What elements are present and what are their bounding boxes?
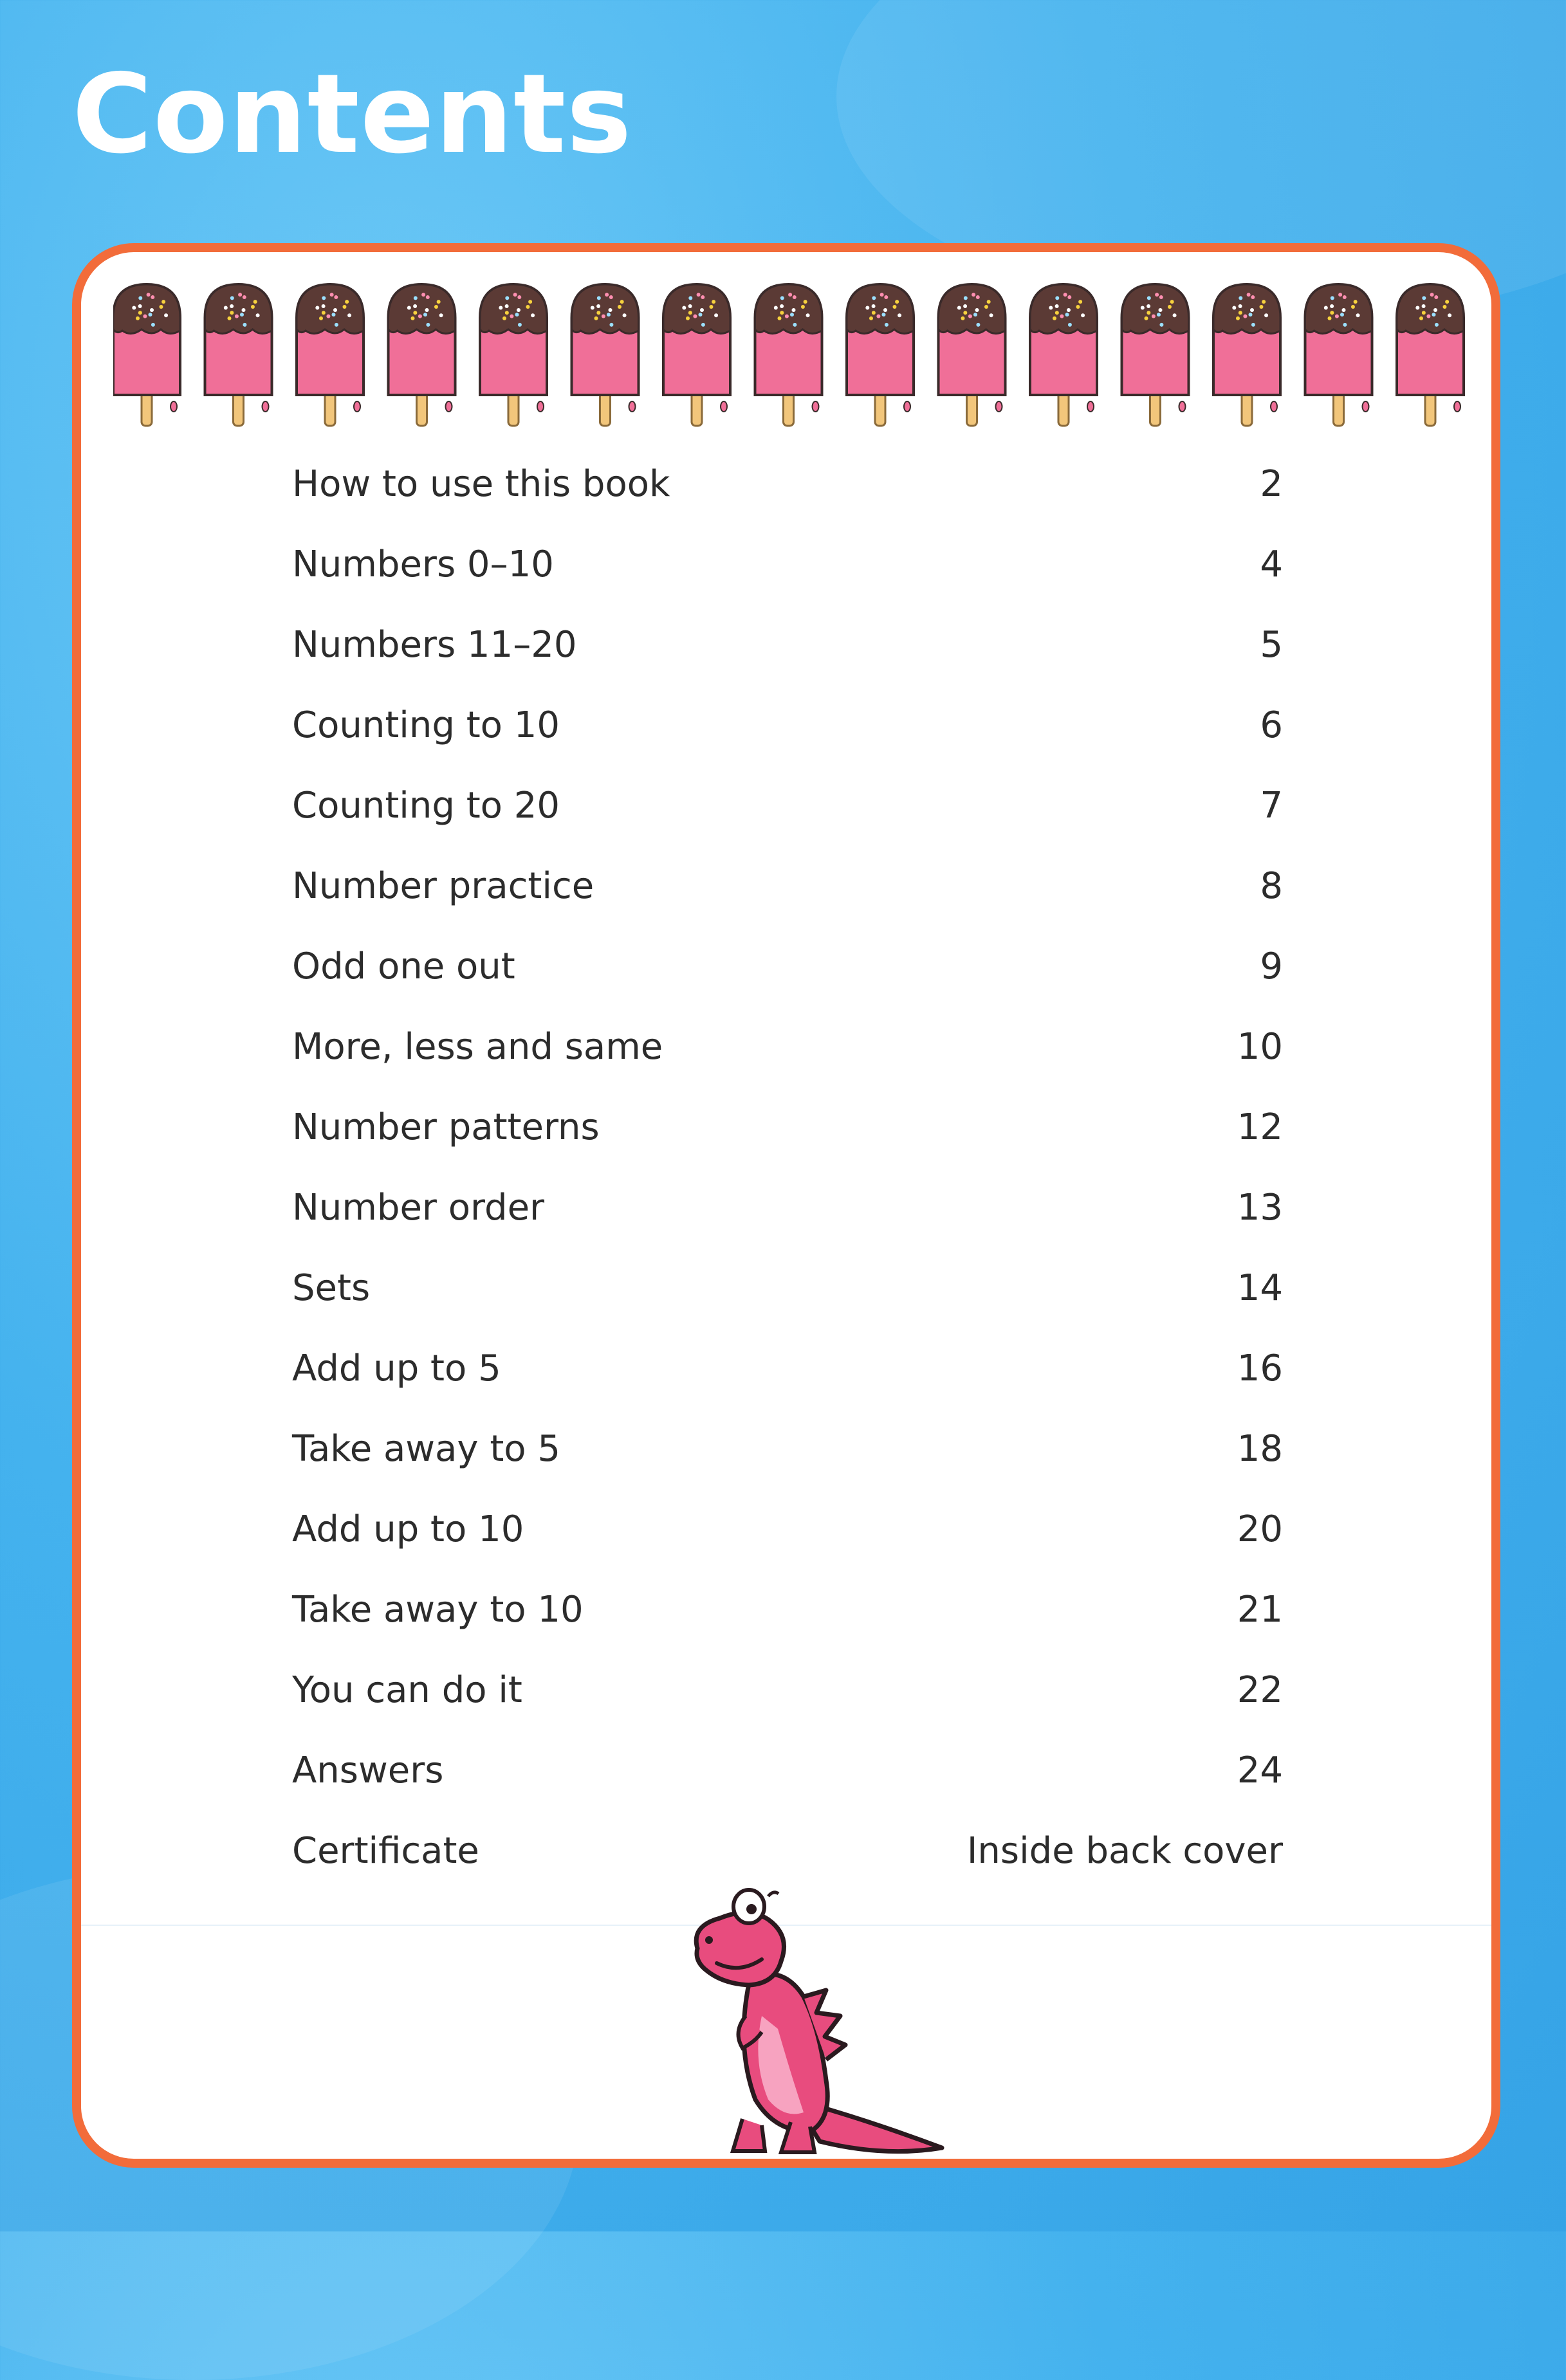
toc-entry-page: 7 [1260,785,1283,827]
toc-entry-page: 8 [1260,865,1283,907]
toc-entry-title: Take away to 10 [292,1589,584,1631]
toc-entry-page: 12 [1237,1106,1283,1148]
ice-lolly-icon [939,284,1006,426]
toc-entry-page: 6 [1260,704,1283,746]
ice-lolly-icon [1030,284,1097,426]
toc-entry-page: 13 [1237,1187,1283,1229]
pink-dinosaur-icon [672,1887,955,2164]
toc-entry [292,765,1283,846]
toc-entry [292,1730,1283,1811]
ice-lolly-icon [572,284,639,426]
toc-entry-title: You can do it [292,1669,522,1711]
ice-lolly-icon [480,284,547,426]
toc-entry [292,1167,1283,1248]
toc-entry-title: Sets [292,1267,371,1309]
ice-lolly-icon [389,284,456,426]
toc-entry-title: Add up to 5 [292,1348,501,1389]
toc-entry [292,605,1283,685]
toc-entry-title: How to use this book [292,463,670,505]
ice-lolly-icon [1122,284,1189,426]
toc-entry [292,1489,1283,1570]
ice-lolly-icon [1213,284,1280,426]
table-of-contents [292,444,1283,1891]
ice-lolly-icon [1397,284,1464,426]
toc-entry [292,1650,1283,1730]
ice-lolly-icon [297,284,364,426]
toc-entry-page: 18 [1237,1428,1283,1470]
ice-lolly-icon [847,284,914,426]
toc-entry [292,1248,1283,1328]
toc-entry [292,1570,1283,1650]
ice-lolly-icon [755,284,822,426]
toc-entry-title: Counting to 20 [292,785,560,827]
toc-entry [292,1409,1283,1489]
ice-lolly-icon [205,284,272,426]
toc-entry-page: 21 [1237,1589,1283,1631]
toc-entry-title: Number patterns [292,1106,600,1148]
toc-entry-page: 14 [1237,1267,1283,1309]
page-title: Contents [72,51,632,178]
toc-entry-title: Odd one out [292,946,515,987]
toc-entry-page: 16 [1237,1348,1283,1389]
toc-entry [292,1811,1283,1891]
toc-entry [292,1007,1283,1087]
toc-entry-title: Certificate [292,1830,479,1872]
toc-entry-page: 10 [1237,1026,1283,1068]
toc-entry-title: Take away to 5 [292,1428,560,1470]
ice-lolly-icon [663,284,730,426]
toc-entry [292,444,1283,524]
toc-entry-page: 4 [1260,544,1283,585]
toc-entry-page: Inside back cover [966,1830,1283,1872]
toc-entry-page: 9 [1260,946,1283,987]
toc-entry [292,1087,1283,1167]
toc-entry [292,524,1283,605]
popsicle-border [113,273,1471,459]
toc-entry-title: Number practice [292,865,594,907]
toc-entry [292,685,1283,765]
toc-entry [292,846,1283,926]
toc-entry-page: 2 [1260,463,1283,505]
toc-entry-title: Counting to 10 [292,704,560,746]
toc-entry [292,1328,1283,1409]
toc-entry-title: More, less and same [292,1026,663,1068]
toc-entry-page: 22 [1237,1669,1283,1711]
toc-entry-title: Numbers 0–10 [292,544,554,585]
contents-panel [72,243,1500,2168]
toc-entry-title: Number order [292,1187,545,1229]
toc-entry-page: 5 [1260,624,1283,666]
toc-entry-title: Add up to 10 [292,1508,524,1550]
toc-entry [292,926,1283,1007]
ice-lolly-icon [113,284,180,426]
toc-entry-page: 24 [1237,1750,1283,1791]
ice-lolly-icon [1305,284,1372,426]
toc-entry-title: Numbers 11–20 [292,624,577,666]
toc-entry-title: Answers [292,1750,444,1791]
toc-entry-page: 20 [1237,1508,1283,1550]
